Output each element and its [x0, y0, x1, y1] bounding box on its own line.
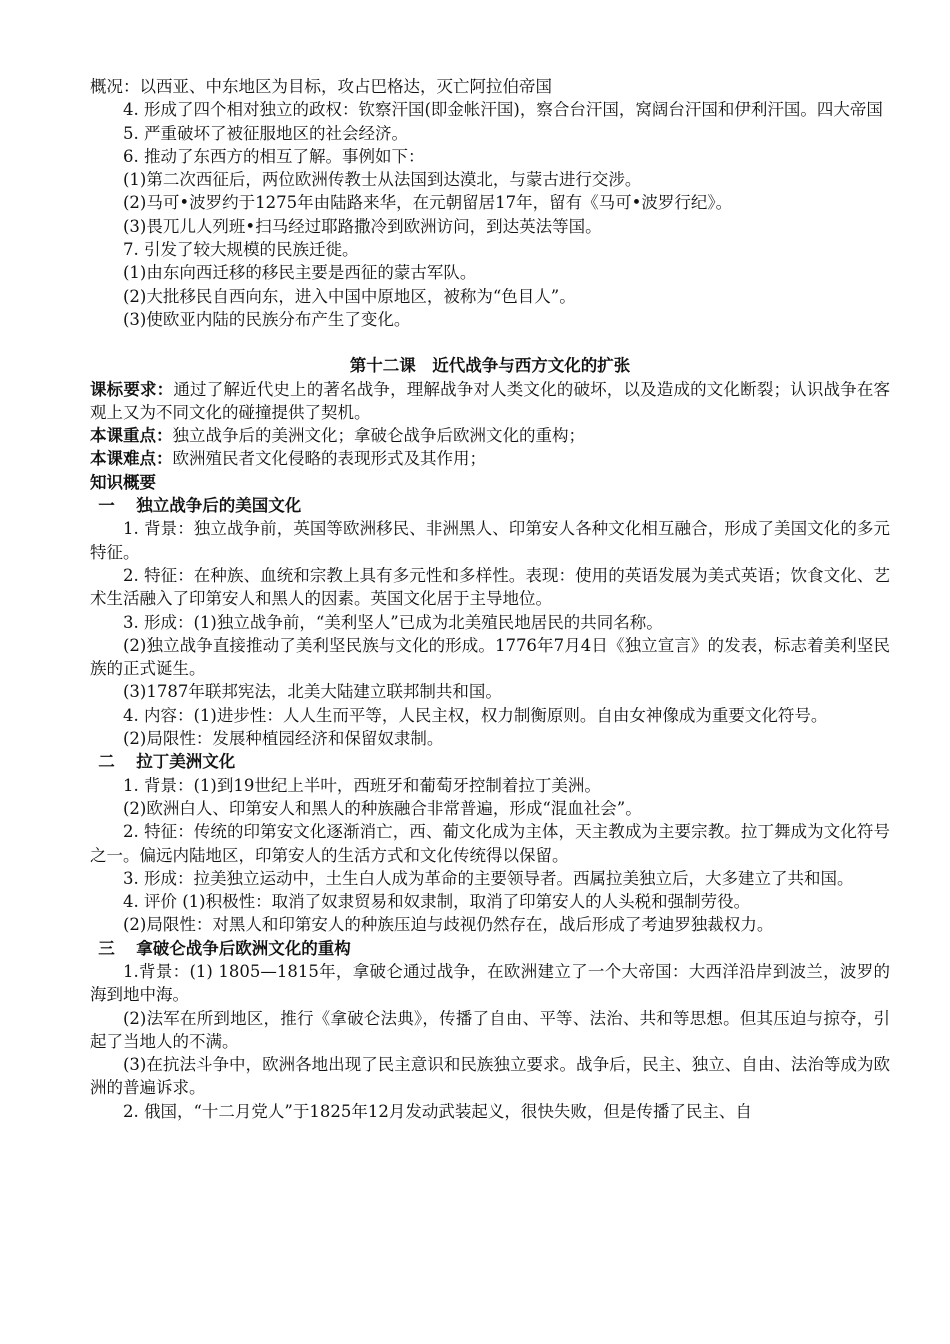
paragraph: 1. 背景：(1)到19世纪上半叶，西班牙和葡萄牙控制着拉丁美洲。: [123, 775, 601, 795]
text-line: 6. 推动了东西方的相互了解。事例如下：: [123, 146, 425, 166]
difficulty-text: 欧洲殖民者文化侵略的表现形式及其作用；: [172, 449, 486, 469]
paragraph: 2. 特征：传统的印第安文化逐渐消亡，西、葡文化成为主体，天主教成为主要宗教。拉丁舞成为文化符号之一。偏远内陆地区，印第安人的生活方式和文化传统得以保留。: [90, 822, 890, 865]
requirement-label: 课标要求：: [90, 379, 174, 399]
difficulty-label: 本课难点：: [90, 449, 173, 469]
text-line: (2)马可•波罗约于1275年由陆路来华，在元朝留居17年，留有《马可•波罗行纪》。: [123, 193, 733, 213]
section-heading: [90, 494, 890, 517]
paragraph: (2)独立战争直接推动了美利坚民族与文化的形成。1776年7月4日《独立宣言》的发表，标志着美利坚民族的正式诞生。: [90, 635, 890, 679]
spacer: [90, 331, 890, 354]
text-line: (3)使欧亚内陆的民族分布产生了变化。: [123, 309, 411, 329]
paragraph: (3)在抗法斗争中，欧洲各地出现了民主意识和民族独立要求。战争后，民主、独立、自由、法治等成为欧洲的普遍诉求。: [90, 1055, 890, 1098]
paragraph: 4. 评价 (1)积极性：取消了奴隶贸易和奴隶制，取消了印第安人的人头税和强制劳役。: [123, 892, 751, 912]
document-page: [90, 75, 890, 1123]
paragraph: 1. 背景：独立战争前，英国等欧洲移民、非洲黑人、印第安人各种文化相互融合，形成了美国文化的多元特征。: [90, 519, 890, 562]
paragraph: 2. 特征：在种族、血统和宗教上具有多元性和多样性。表现：使用的英语发展为美式英语；饮食文化、艺术生活融入了印第安人和黑人的因素。英国文化居于主导地位。: [90, 565, 890, 609]
section-title: 拉丁美洲文化: [136, 752, 236, 772]
paragraph: 3. 形成：拉美独立运动中，土生白人成为革命的主要领导者。西属拉美独立后，大多建立了共和国。: [123, 868, 854, 888]
paragraph: 1.背景：(1) 1805—1815年，拿破仑通过战争，在欧洲建立了一个大帝国：大西洋沿岸到波兰，波罗的海到地中海。: [90, 961, 890, 1005]
lesson-requirement: [90, 378, 890, 425]
paragraph: 4. 内容：(1)进步性：人人生而平等，人民主权，权力制衡原则。自由女神像成为重要文化符号。: [123, 705, 828, 725]
lesson-key-point: [90, 424, 890, 447]
text-line: (2)大批移民自西向东，进入中国中原地区，被称为“色目人”。: [123, 286, 576, 306]
overview-heading: 知识概要: [90, 472, 156, 492]
section-title: 独立战争后的美国文化: [136, 496, 302, 516]
section-heading: [90, 937, 890, 960]
paragraph: (2)局限性：发展种植园经济和保留奴隶制。: [123, 729, 444, 749]
section-title: 拿破仑战争后欧洲文化的重构: [136, 938, 351, 958]
section-number: 一: [98, 496, 115, 516]
key-point-text: 独立战争后的美洲文化；拿破仑战争后欧洲文化的重构；: [172, 426, 585, 446]
paragraph: (2)法军在所到地区，推行《拿破仑法典》，传播了自由、平等、法治、共和等思想。但其压迫与掠夺，引起了当地人的不满。: [90, 1008, 890, 1051]
section-number: 二: [98, 752, 115, 772]
text-line: 7. 引发了较大规模的民族迁徙。: [123, 240, 359, 260]
text-line: 5. 严重破坏了被征服地区的社会经济。: [123, 123, 408, 143]
paragraph: (2)局限性：对黑人和印第安人的种族压迫与歧视仍然存在，战后形成了考迪罗独裁权力。: [123, 915, 774, 935]
text-line: (1)第二次西征后，两位欧洲传教士从法国到达漠北，与蒙古进行交涉。: [123, 170, 642, 190]
paragraph: 2. 俄国，“十二月党人”于1825年12月发动武装起义，很快失败，但是传播了民主、自: [123, 1101, 752, 1121]
key-point-label: 本课重点：: [90, 426, 173, 446]
requirement-text: 通过了解近代史上的著名战争，理解战争对人类文化的破坏，以及造成的文化断裂；认识战争在客观上又为不同文化的碰撞提供了契机。: [90, 379, 891, 422]
section-heading: [90, 750, 890, 773]
section-number: 三: [98, 938, 115, 958]
text-line: 4. 形成了四个相对独立的政权：钦察汗国(即金帐汗国)，察合台汗国，窝阔台汗国和伊利汗国。四大帝国: [123, 100, 883, 120]
text-line: 概况：以西亚、中东地区为目标，攻占巴格达，灭亡阿拉伯帝国: [90, 77, 552, 96]
paragraph: 3. 形成：(1)独立战争前，“美利坚人”已成为北美殖民地居民的共同名称。: [123, 612, 663, 632]
text-line: (3)畏兀儿人列班•扫马经过耶路撒冷到欧洲访问，到达英法等国。: [123, 216, 602, 236]
lesson-title: 第十二课 近代战争与西方文化的扩张: [349, 356, 631, 376]
paragraph: (2)欧洲白人、印第安人和黑人的种族融合非常普遍，形成“混血社会”。: [123, 798, 642, 818]
text-line: (1)由东向西迁移的移民主要是西征的蒙古军队。: [123, 263, 477, 283]
paragraph: (3)1787年联邦宪法，北美大陆建立联邦制共和国。: [123, 682, 502, 702]
lesson-difficulty: [90, 447, 890, 470]
